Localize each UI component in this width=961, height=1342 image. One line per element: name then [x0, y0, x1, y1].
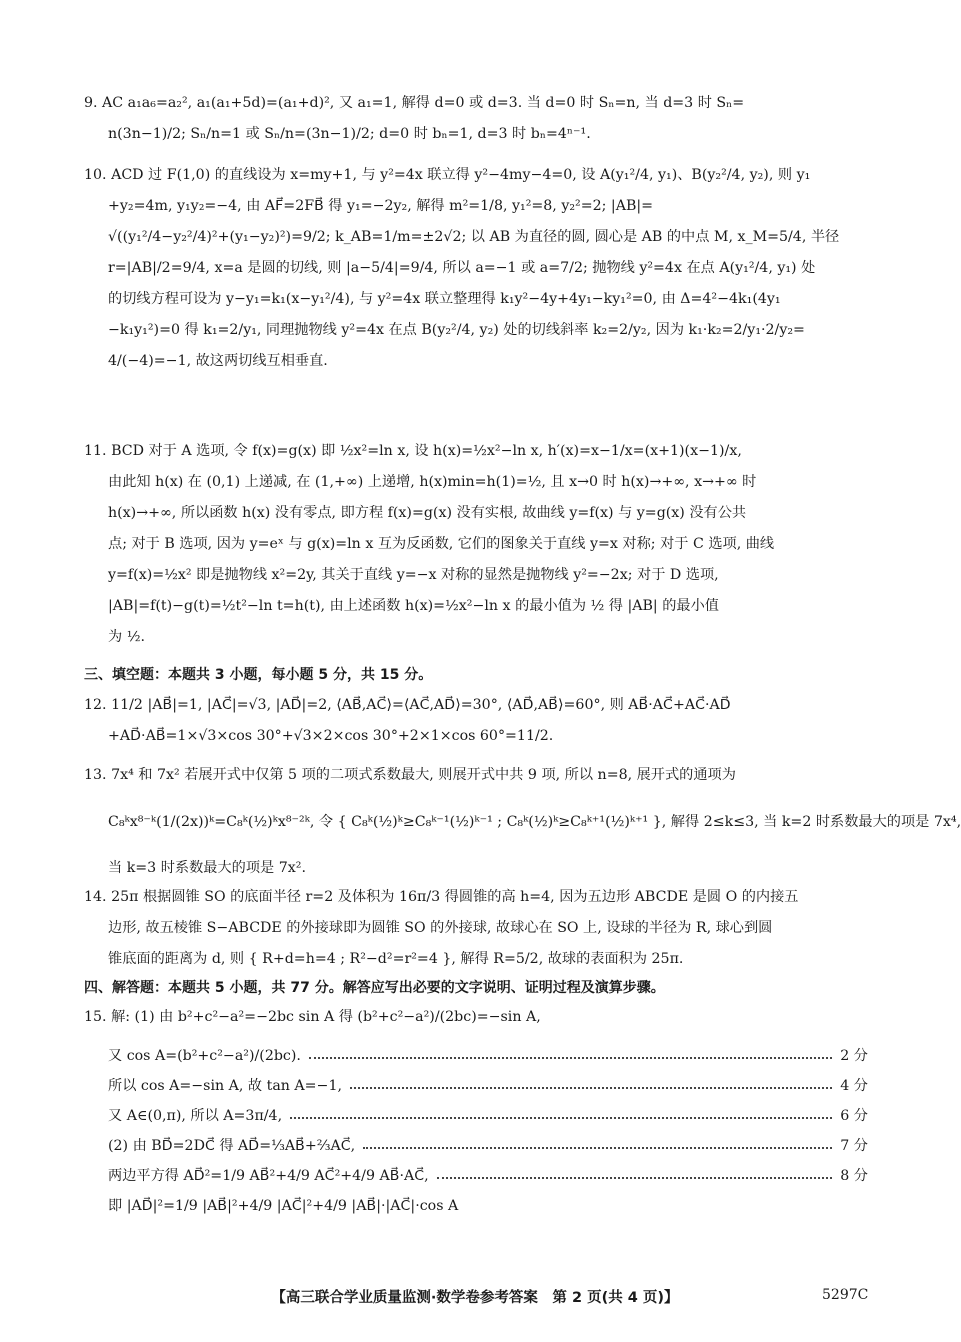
step-score: 4 分 [840, 1078, 868, 1094]
dot-leader [309, 1057, 832, 1059]
text-line: 点; 对于 B 选项, 因为 y=eˣ 与 g(x)=ln x 互为反函数, 它们的图象关于直线 y=x 对称; 对于 C 选项, 曲线 [108, 536, 775, 552]
text-line: C₈ᵏx⁸⁻ᵏ(1/(2x))ᵏ=C₈ᵏ(½)ᵏx⁸⁻²ᵏ, 令 { C₈ᵏ(½)ᵏ≥C₈ᵏ⁻¹(½)ᵏ⁻¹ ; C₈ᵏ(½)ᵏ≥C₈ᵏ⁺¹(½)ᵏ⁺¹ }, 解得 2≤k≤3, 当 k=2 时系数最大的项是 7x⁴, [108, 814, 961, 830]
answer-11 [84, 436, 874, 653]
text-line: 边形, 故五棱锥 S−ABCDE 的外接球即为圆锥 SO 的外接球, 故球心在 SO 上, 设球的半径为 R, 球心到圆 [108, 920, 773, 936]
text-line: |AB|=f(t)−g(t)=½t²−ln t=h(t), 由上述函数 h(x)=½x²−ln x 的最小值为 ½ 得 |AB| 的最小值 [108, 598, 719, 614]
step-text: 所以 cos A=−sin A, 故 tan A=−1, [108, 1078, 342, 1094]
answer-13 [84, 760, 961, 884]
text-line: n(3n−1)/2; Sₙ/n=1 或 Sₙ/n=(3n−1)/2; d=0 时 bₙ=1, d=3 时 bₙ=4ⁿ⁻¹. [108, 126, 591, 142]
answer-14 [84, 882, 874, 975]
step-score: 7 分 [840, 1138, 868, 1154]
text-line: −k₁y₁²)=0 得 k₁=2/y₁, 同理抛物线 y²=4x 在点 B(y₂²/4, y₂) 处的切线斜率 k₂=2/y₂, 因为 k₁·k₂=2/y₁·2/y₂= [108, 322, 805, 338]
scoring-step [108, 1070, 868, 1100]
step-text: (2) 由 BD⃗=2DC⃗ 得 AD⃗=⅓AB⃗+⅔AC⃗, [108, 1138, 356, 1154]
dot-leader [290, 1117, 832, 1119]
step-text: 又 cos A=(b²+c²−a²)/(2bc). [108, 1048, 301, 1064]
text-line: 4/(−4)=−1, 故这两切线互相垂直. [108, 353, 328, 369]
step-score: 6 分 [840, 1108, 868, 1124]
scoring-step [108, 1040, 868, 1070]
scoring-step [108, 1130, 868, 1160]
dot-leader [363, 1147, 832, 1149]
paper-code: 5297C [822, 1287, 869, 1303]
answer-12 [84, 690, 874, 752]
text-line: 的切线方程可设为 y−y₁=k₁(x−y₁²/4), 与 y²=4x 联立整理得 k₁y²−4y+4y₁−ky₁²=0, 由 Δ=4²−4k₁(4y₁ [108, 291, 781, 307]
answer-15-steps [108, 1040, 868, 1220]
text-line: h(x)→+∞, 所以函数 h(x) 没有零点, 即方程 f(x)=g(x) 没有实根, 故曲线 y=f(x) 与 y=g(x) 没有公共 [108, 505, 747, 521]
text-line: 锥底面的距离为 d, 则 { R+d=h=4 ; R²−d²=r²=4 }, 解得 R=5/2, 故球的表面积为 25π. [108, 951, 684, 967]
text-line: 10. ACD 过 F(1,0) 的直线设为 x=my+1, 与 y²=4x 联立得 y²−4my−4=0, 设 A(y₁²/4, y₁)、B(y₂²/4, y₂), 则 y₁ [84, 167, 811, 183]
step-text: 两边平方得 AD⃗²=1/9 AB⃗²+4/9 AC⃗²+4/9 AB⃗·AC⃗, [108, 1168, 429, 1184]
text-line: +y₂=4m, y₁y₂=−4, 由 AF⃗=2FB⃗ 得 y₁=−2y₂, 解得 m²=1/8, y₁²=8, y₂²=2; |AB|= [108, 198, 654, 214]
answer-10 [84, 160, 874, 377]
text-line: +AD⃗·AB⃗=1×√3×cos 30°+√3×2×cos 30°+2×1×cos 60°=11/2. [108, 728, 554, 744]
step-score: 2 分 [840, 1048, 868, 1064]
step-text: 又 A∈(0,π), 所以 A=3π/4, [108, 1108, 283, 1124]
text-line: 13. 7x⁴ 和 7x² 若展开式中仅第 5 项的二项式系数最大, 则展开式中共 9 项, 所以 n=8, 展开式的通项为 [84, 767, 736, 783]
section-heading-fill-in: 三、填空题：本题共 3 小题，每小题 5 分，共 15 分。 [84, 667, 433, 683]
dot-leader [437, 1177, 833, 1179]
text-line: 9. AC a₁a₆=a₂², a₁(a₁+5d)=(a₁+d)², 又 a₁=1, 解得 d=0 或 d=3. 当 d=0 时 Sₙ=n, 当 d=3 时 Sₙ= [84, 95, 745, 111]
text-line: r=|AB|/2=9/4, x=a 是圆的切线, 则 |a−5/4|=9/4, 所以 a=−1 或 a=7/2; 抛物线 y²=4x 在点 A(y₁²/4, y₁) 处 [108, 260, 816, 276]
scoring-step [108, 1190, 868, 1220]
text-line: √((y₁²/4−y₂²/4)²+(y₁−y₂)²)=9/2; k_AB=1/m=±2√2; 以 AB 为直径的圆, 圆心是 AB 的中点 M, x_M=5/4, 半径 [108, 229, 840, 245]
text-line: 为 ½. [108, 629, 145, 645]
text-line: 11. BCD 对于 A 选项, 令 f(x)=g(x) 即 ½x²=ln x, 设 h(x)=½x²−ln x, h′(x)=x−1/x=(x+1)(x−1)/x, [84, 443, 742, 459]
step-score: 8 分 [840, 1168, 868, 1184]
scoring-step [108, 1160, 868, 1190]
page-footer-title: 【高三联合学业质量监测·数学卷参考答案 第 2 页(共 4 页)】 [271, 1290, 679, 1306]
step-text: 即 |AD⃗|²=1/9 |AB⃗|²+4/9 |AC⃗|²+4/9 |AB⃗|·|AC⃗|·cos A [108, 1198, 459, 1214]
text-line: 12. 11/2 |AB⃗|=1, |AC⃗|=√3, |AD⃗|=2, ⟨AB⃗,AC⃗⟩=⟨AC⃗,AD⃗⟩=30°, ⟨AD⃗,AB⃗⟩=60°, 则 AB⃗·AC⃗+AC⃗·AD⃗ [84, 697, 731, 713]
answer-15-intro [84, 1002, 874, 1033]
section-heading-solutions: 四、解答题：本题共 5 小题，共 77 分。解答应写出必要的文字说明、证明过程及演算步骤。 [84, 980, 665, 996]
text-line: y=f(x)=½x² 即是抛物线 x²=2y, 其关于直线 y=−x 对称的显然是抛物线 y²=−2x; 对于 D 选项, [108, 567, 719, 583]
text-line: 15. 解: (1) 由 b²+c²−a²=−2bc sin A 得 (b²+c²−a²)/(2bc)=−sin A, [84, 1009, 541, 1025]
dot-leader [350, 1087, 832, 1089]
answer-9 [84, 88, 874, 150]
text-line: 由此知 h(x) 在 (0,1) 上递减, 在 (1,+∞) 上递增, h(x)min=h(1)=½, 且 x→0 时 h(x)→+∞, x→+∞ 时 [108, 474, 757, 490]
text-line: 14. 25π 根据圆锥 SO 的底面半径 r=2 及体积为 16π/3 得圆锥的高 h=4, 因为五边形 ABCDE 是圆 O 的内接五 [84, 889, 799, 905]
scoring-step [108, 1100, 868, 1130]
text-line: 当 k=3 时系数最大的项是 7x². [108, 860, 306, 876]
